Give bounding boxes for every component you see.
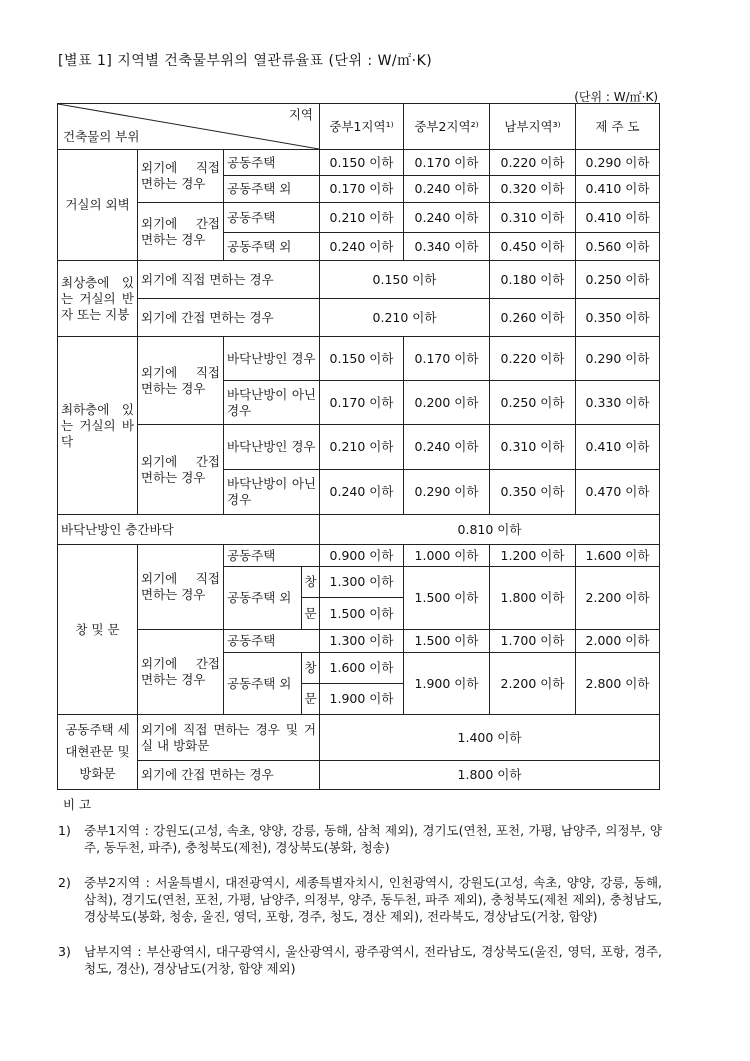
wall-indirect-nonapt-label: 공동주택 외 <box>224 233 320 261</box>
value-cell: 0.350 이하 <box>490 470 576 515</box>
floor-label: 최하층에 있는 거실의 바닥 <box>58 337 138 515</box>
floor-indirect-unheated-label: 바닥난방이 아닌 경우 <box>224 470 320 515</box>
note-text: 남부지역 : 부산광역시, 대구광역시, 울산광역시, 광주광역시, 전라남도, 경상북도(울진, 영덕, 포항, 경주, 청도, 경산), 경상남도(거창, 함양 제외) <box>84 944 662 976</box>
windows-indirect-nonapt-label: 공동주택 외 <box>224 653 302 715</box>
value-cell: 0.250 이하 <box>576 261 660 299</box>
value-cell: 1.200 이하 <box>490 545 576 567</box>
value-cell: 0.170 이하 <box>320 176 404 203</box>
value-cell: 0.150 이하 <box>320 337 404 381</box>
value-cell: 1.300 이하 <box>320 630 404 653</box>
col-header-central1: 중부1지역¹⁾ <box>320 104 404 150</box>
note-item <box>58 822 662 856</box>
header-diagonal-cell <box>58 104 320 150</box>
note-number: 1) <box>58 823 71 838</box>
value-cell: 0.340 이하 <box>404 233 490 261</box>
value-cell: 0.210 이하 <box>320 299 490 337</box>
value-cell: 0.290 이하 <box>404 470 490 515</box>
windows-direct-nonapt-label: 공동주택 외 <box>224 567 302 630</box>
value-cell: 0.350 이하 <box>576 299 660 337</box>
value-cell: 0.180 이하 <box>490 261 576 299</box>
value-cell: 0.410 이하 <box>576 203 660 233</box>
value-cell: 0.410 이하 <box>576 176 660 203</box>
value-cell: 0.250 이하 <box>490 381 576 425</box>
col-header-central2: 중부2지역²⁾ <box>404 104 490 150</box>
note-text: 중부2지역 : 서울특별시, 대전광역시, 세종특별자치시, 인천광역시, 강원도(고성, 속초, 양양, 강릉, 동해, 삼척), 경기도(연천, 포천, 가평, 남양주, 의정부, 양주, 동두천, 파주 제외), 충청북도(제천 제외), 충청남도, 경상북도(봉화, 청송, 울진, 영덕, 포항, 경주, 청도, 경산 제외), 전라북도, 경상남도(거창, 함양) <box>84 875 662 924</box>
value-cell: 0.170 이하 <box>404 150 490 176</box>
value-cell: 1.000 이하 <box>404 545 490 567</box>
value-cell: 0.450 이하 <box>490 233 576 261</box>
wall-direct-nonapt-label: 공동주택 외 <box>224 176 320 203</box>
value-cell: 1.400 이하 <box>320 715 660 761</box>
note-number: 3) <box>58 944 71 959</box>
value-cell: 0.210 이하 <box>320 203 404 233</box>
value-cell: 1.500 이하 <box>320 598 404 630</box>
value-cell: 2.200 이하 <box>576 567 660 630</box>
value-cell: 0.150 이하 <box>320 150 404 176</box>
value-cell: 0.290 이하 <box>576 150 660 176</box>
windows-indirect-apt-label: 공동주택 <box>224 630 320 653</box>
roof-label: 최상층에 있는 거실의 반자 또는 지붕 <box>58 261 138 337</box>
note-item <box>58 874 662 925</box>
notes-heading: 비 고 <box>63 797 92 812</box>
entrance-label: 공동주택 세대현관문 및 방화문 <box>58 715 138 790</box>
value-cell: 1.500 이하 <box>404 630 490 653</box>
windows-indirect-label: 외기에 간접 면하는 경우 <box>138 630 224 715</box>
value-cell: 0.310 이하 <box>490 203 576 233</box>
value-cell: 1.600 이하 <box>320 653 404 684</box>
header-part-label: 건축물의 부위 <box>63 129 140 144</box>
floor-direct-heated-label: 바닥난방인 경우 <box>224 337 320 381</box>
value-cell: 0.240 이하 <box>320 470 404 515</box>
window-label: 창 <box>302 567 320 598</box>
note-text: 중부1지역 : 강원도(고성, 속초, 양양, 강릉, 동해, 삼척 제외), 경기도(연천, 포천, 가평, 남양주, 의정부, 양주, 동두천, 파주), 충청북도(제천), 경상북도(봉화, 청송) <box>84 823 662 855</box>
value-cell: 0.330 이하 <box>576 381 660 425</box>
value-cell: 1.900 이하 <box>404 653 490 715</box>
header-region-label: 지역 <box>288 107 313 122</box>
value-cell: 0.320 이하 <box>490 176 576 203</box>
window-label: 창 <box>302 653 320 684</box>
wall-indirect-label: 외기에 간접 면하는 경우 <box>138 203 224 261</box>
floor-direct-unheated-label: 바닥난방이 아닌 경우 <box>224 381 320 425</box>
value-cell: 0.220 이하 <box>490 337 576 381</box>
windows-direct-apt-label: 공동주택 <box>224 545 320 567</box>
thermal-transmittance-table <box>57 103 660 790</box>
note-item <box>58 943 662 977</box>
value-cell: 0.260 이하 <box>490 299 576 337</box>
value-cell: 0.240 이하 <box>404 176 490 203</box>
wall-label: 거실의 외벽 <box>58 150 138 261</box>
value-cell: 0.310 이하 <box>490 425 576 470</box>
value-cell: 0.220 이하 <box>490 150 576 176</box>
value-cell: 0.170 이하 <box>320 381 404 425</box>
value-cell: 0.560 이하 <box>576 233 660 261</box>
value-cell: 0.810 이하 <box>320 515 660 545</box>
note-number: 2) <box>58 875 71 890</box>
floor-indirect-label: 외기에 간접 면하는 경우 <box>138 425 224 515</box>
value-cell: 0.210 이하 <box>320 425 404 470</box>
value-cell: 0.290 이하 <box>576 337 660 381</box>
entrance-direct-label: 외기에 직접 면하는 경우 및 거실 내 방화문 <box>138 715 320 761</box>
value-cell: 0.150 이하 <box>320 261 490 299</box>
col-header-south: 남부지역³⁾ <box>490 104 576 150</box>
notes-section <box>58 796 662 995</box>
value-cell: 0.240 이하 <box>404 425 490 470</box>
door-label: 문 <box>302 684 320 715</box>
wall-direct-apt-label: 공동주택 <box>224 150 320 176</box>
col-header-jeju: 제 주 도 <box>576 104 660 150</box>
value-cell: 1.500 이하 <box>404 567 490 630</box>
value-cell: 2.000 이하 <box>576 630 660 653</box>
value-cell: 1.800 이하 <box>320 761 660 790</box>
wall-direct-label: 외기에 직접 면하는 경우 <box>138 150 224 203</box>
unit-label: (단위 : W/㎡·K) <box>574 90 658 104</box>
wall-indirect-apt-label: 공동주택 <box>224 203 320 233</box>
value-cell: 2.200 이하 <box>490 653 576 715</box>
value-cell: 0.240 이하 <box>320 233 404 261</box>
value-cell: 1.300 이하 <box>320 567 404 598</box>
value-cell: 1.600 이하 <box>576 545 660 567</box>
roof-direct-label: 외기에 직접 면하는 경우 <box>138 261 320 299</box>
entrance-indirect-label: 외기에 간접 면하는 경우 <box>138 761 320 790</box>
door-label: 문 <box>302 598 320 630</box>
interfloor-label: 바닥난방인 층간바닥 <box>58 515 320 545</box>
value-cell: 0.900 이하 <box>320 545 404 567</box>
value-cell: 0.410 이하 <box>576 425 660 470</box>
page-title: [별표 1] 지역별 건축물부위의 열관류율표 (단위 : W/㎡·K) <box>58 53 433 69</box>
value-cell: 0.170 이하 <box>404 337 490 381</box>
value-cell: 1.700 이하 <box>490 630 576 653</box>
value-cell: 2.800 이하 <box>576 653 660 715</box>
value-cell: 0.470 이하 <box>576 470 660 515</box>
value-cell: 1.800 이하 <box>490 567 576 630</box>
value-cell: 1.900 이하 <box>320 684 404 715</box>
windows-direct-label: 외기에 직접 면하는 경우 <box>138 545 224 630</box>
floor-direct-label: 외기에 직접 면하는 경우 <box>138 337 224 425</box>
floor-indirect-heated-label: 바닥난방인 경우 <box>224 425 320 470</box>
value-cell: 0.200 이하 <box>404 381 490 425</box>
value-cell: 0.240 이하 <box>404 203 490 233</box>
roof-indirect-label: 외기에 간접 면하는 경우 <box>138 299 320 337</box>
windows-label: 창 및 문 <box>58 545 138 715</box>
